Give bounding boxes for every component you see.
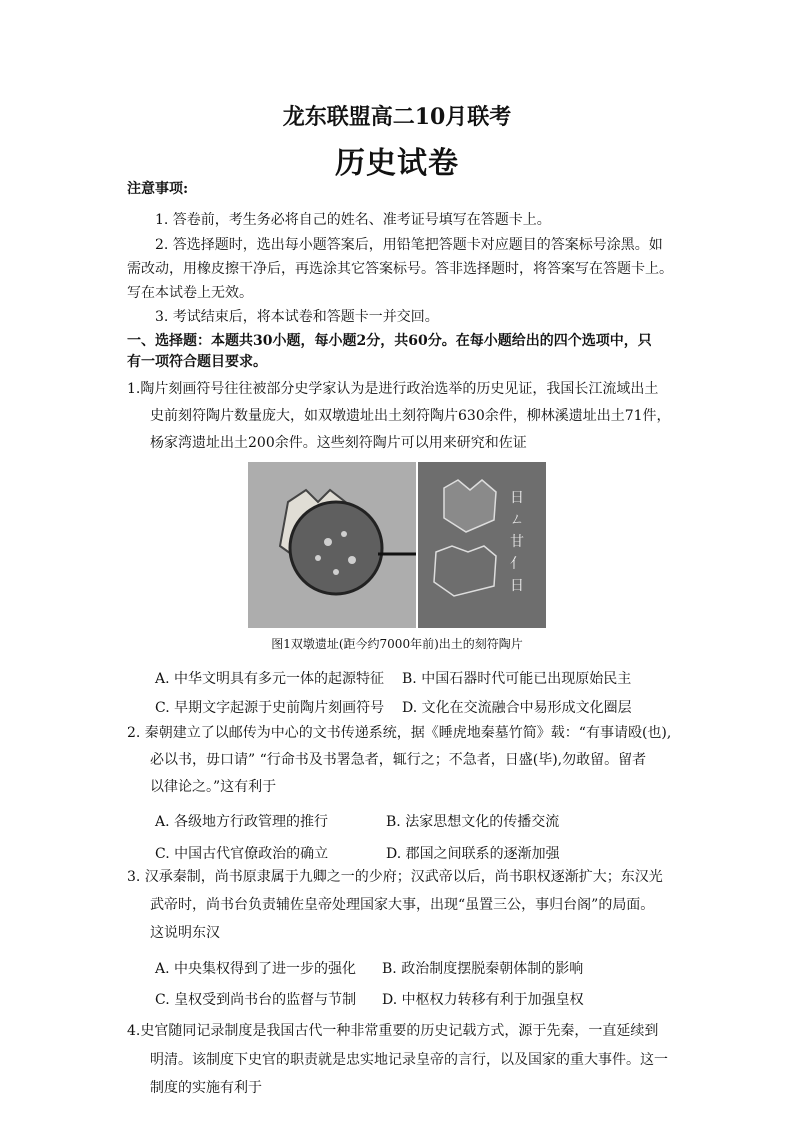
- notes-heading: 注意事项:: [127, 181, 189, 197]
- note-line: 3. 考试结束后，将本试卷和答题卡一并交回。: [155, 309, 439, 325]
- section-heading-cont: 有一项符合题目要求。: [127, 354, 267, 370]
- question-2-text: 以律论之。”这有利于: [150, 779, 277, 795]
- option-a: A. 各级地方行政管理的推行: [155, 814, 329, 830]
- option-c: C. 中国古代官僚政治的确立: [155, 846, 329, 862]
- svg-text:ㄥ: ㄥ: [510, 512, 524, 528]
- question-2-text: 2. 秦朝建立了以邮传为中心的文书传递系统，据《睡虎地秦墓竹简》载：“有事请殴(也),: [127, 725, 672, 741]
- svg-text:日: 日: [510, 578, 524, 594]
- question-3-text: 武帝时，尚书台负责辅佐皇帝处理国家大事，出现“虽置三公，事归台阁”的局面。: [150, 897, 655, 913]
- question-1-text: 1.陶片刻画符号往往被部分史学家认为是进行政治选举的历史见证，我国长江流域出土: [127, 381, 659, 397]
- option-a: A. 中央集权得到了进一步的强化: [155, 961, 357, 977]
- option-c: C. 皇权受到尚书台的监督与节制: [155, 992, 357, 1008]
- question-3-text: 3. 汉承秦制，尚书原隶属于九卿之一的少府；汉武帝以后，尚书职权逐渐扩大；东汉光: [127, 869, 663, 885]
- question-1-text: 史前刻符陶片数量庞大，如双墩遗址出土刻符陶片630余件，柳林溪遗址出土71件，: [150, 408, 671, 424]
- option-d: D. 郡国之间联系的逐渐加强: [386, 846, 560, 862]
- question-4-text: 明清。该制度下史官的职责就是忠实地记录皇帝的言行，以及国家的重大事件。这一: [150, 1052, 668, 1068]
- exam-title: 龙东联盟高二10月联考: [282, 104, 512, 130]
- option-b: B. 中国石器时代可能已出现原始民主: [402, 671, 632, 687]
- svg-text:甘: 甘: [510, 534, 524, 550]
- section-heading: 一、选择题：本题共30小题，每小题2分，共60分。在每小题给出的四个选项中，只: [127, 333, 652, 349]
- question-3-text: 这说明东汉: [150, 925, 220, 941]
- question-2-text: 必以书，毋口请” “行命书及书署急者，辄行之；不急者，日盛(毕),勿敢留。留者: [150, 752, 647, 768]
- question-4-text: 4.史官随同记录制度是我国古代一种非常重要的历史记载方式，源于先秦，一直延续到: [127, 1023, 659, 1039]
- note-line: 1. 答卷前，考生务必将自己的姓名、准考证号填写在答题卡上。: [155, 212, 551, 228]
- option-b: B. 政治制度摆脱秦朝体制的影响: [382, 961, 584, 977]
- option-c: C. 早期文字起源于史前陶片刻画符号: [155, 700, 385, 716]
- option-d: D. 中枢权力转移有利于加强皇权: [382, 992, 584, 1008]
- note-line: 需改动，用橡皮擦干净后，再选涂其它答案标号。答非选择题时，将答案写在答题卡上。: [127, 261, 673, 277]
- svg-text:亻: 亻: [510, 556, 524, 572]
- question-4-text: 制度的实施有利于: [150, 1080, 262, 1096]
- figure-caption: 图1双墩遗址(距今约7000年前)出土的刻符陶片: [271, 637, 523, 651]
- question-1-text: 杨家湾遗址出土200余件。这些刻符陶片可以用来研究和佐证: [150, 435, 527, 451]
- pottery-shard-photo: [248, 462, 546, 628]
- svg-text:日: 日: [510, 490, 524, 506]
- note-line: 写在本试卷上无效。: [127, 285, 253, 301]
- option-d: D. 文化在交流融合中易形成文化圈层: [402, 700, 632, 716]
- option-b: B. 法家思想文化的传播交流: [386, 814, 560, 830]
- option-a: A. 中华文明具有多元一体的起源特征: [155, 671, 385, 687]
- exam-subject: 历史试卷: [335, 146, 459, 181]
- note-line: 2. 答选择题时，选出每小题答案后，用铅笔把答题卡对应题目的答案标号涂黑。如: [155, 237, 663, 253]
